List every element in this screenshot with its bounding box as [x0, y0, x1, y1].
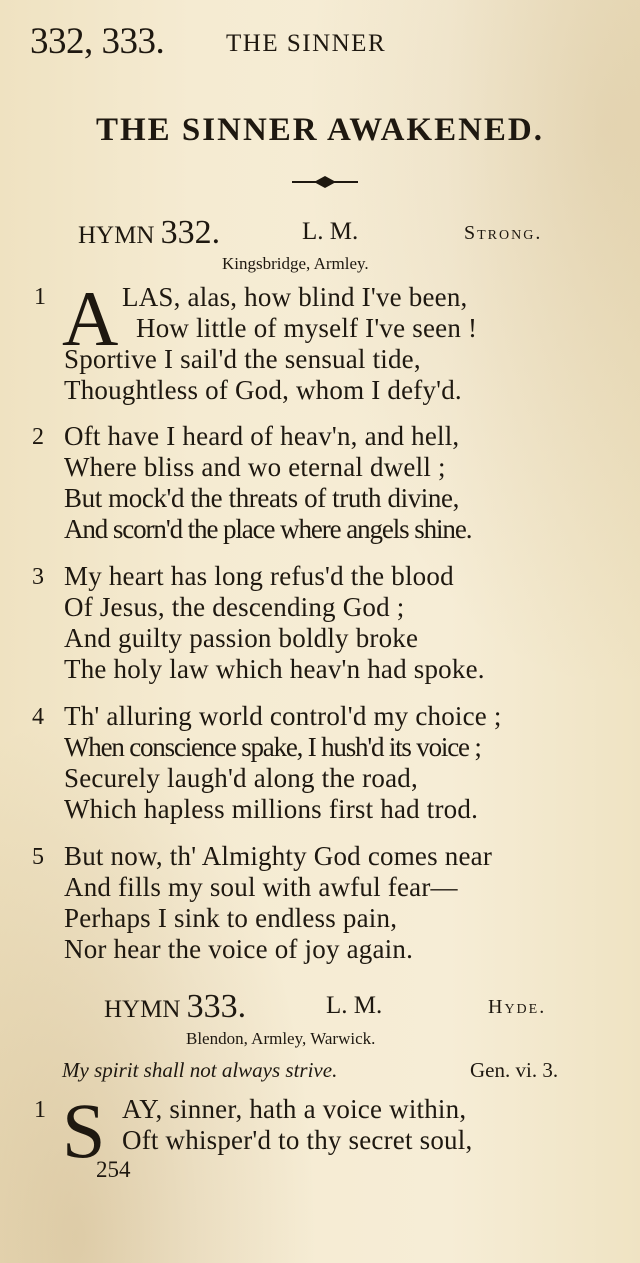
verse-line: Securely laugh'd along the road, — [64, 763, 418, 793]
verse-line: Sportive I sail'd the sensual tide, — [64, 344, 421, 374]
epigraph-reference: Gen. vi. 3. — [470, 1058, 559, 1082]
verse-line: Nor hear the voice of joy again. — [64, 934, 414, 964]
running-head-number: 332, 333. — [30, 21, 165, 62]
stanza-number: 4 — [32, 704, 44, 730]
page-number: 254 — [96, 1157, 131, 1182]
verse-line: The holy law which heav'n had spoke. — [64, 654, 485, 684]
hymn-333-meter: L. M. — [326, 992, 383, 1019]
verse-line: But now, th' Almighty God comes near — [64, 841, 493, 871]
drop-cap: A — [62, 275, 119, 362]
verse-line: And guilty passion boldly broke — [64, 623, 419, 653]
verse-line: And scorn'd the place where angels shine. — [64, 514, 472, 544]
hymn-label: HYMN — [78, 222, 155, 249]
verse-line: Th' alluring world control'd my choice ; — [64, 701, 502, 731]
verse-line: Oft have I heard of heav'n, and hell, — [64, 421, 460, 451]
verse-line: When conscience spake, I hush'd its voice ; — [64, 732, 481, 762]
ornament-rule-icon — [290, 174, 360, 190]
verse-line: Perhaps I sink to endless pain, — [64, 903, 398, 933]
hymn-332-meter: L. M. — [302, 218, 359, 245]
section-title: THE SINNER AWAKENED. — [95, 112, 545, 148]
verse-line: And fills my soul with awful fear— — [64, 872, 458, 902]
hymn-label: HYMN — [104, 996, 181, 1023]
hymn-332-alt-tunes: Kingsbridge, Armley. — [222, 254, 369, 273]
verse-line: My heart has long refus'd the blood — [64, 561, 454, 591]
verse-line: LAS, alas, how blind I've been, — [122, 282, 468, 312]
hymn-number: 333. — [186, 988, 247, 1025]
running-head-title: THE SINNER — [226, 30, 387, 57]
hymn-333-tune: Hyde. — [488, 996, 547, 1018]
stanza-number: 1 — [34, 284, 46, 310]
stanza-number: 2 — [32, 424, 44, 450]
stanza-number: 1 — [34, 1097, 46, 1123]
hymn-332-heading — [78, 214, 220, 252]
hymn-number: 332. — [160, 214, 221, 251]
verse-line: Oft whisper'd to thy secret soul, — [122, 1125, 473, 1155]
verse-line: How little of myself I've seen ! — [136, 313, 478, 343]
verse-line: Which hapless millions first had trod. — [64, 794, 479, 824]
verse-line: AY, sinner, hath a voice within, — [122, 1094, 467, 1124]
hymn-333-alt-tunes: Blendon, Armley, Warwick. — [186, 1029, 376, 1048]
stanza-number: 5 — [32, 844, 44, 870]
epigraph: My spirit shall not always strive. — [62, 1058, 338, 1082]
verse-line: Where bliss and wo eternal dwell ; — [64, 452, 446, 482]
verse-line: Of Jesus, the descending God ; — [64, 592, 405, 622]
drop-cap: S — [62, 1087, 106, 1174]
hymn-333-heading — [104, 988, 246, 1026]
verse-line: Thoughtless of God, whom I defy'd. — [64, 375, 462, 405]
hymn-332-tune: Strong. — [464, 222, 543, 244]
stanza-number: 3 — [32, 564, 44, 590]
verse-line: But mock'd the threats of truth divine, — [64, 483, 459, 513]
